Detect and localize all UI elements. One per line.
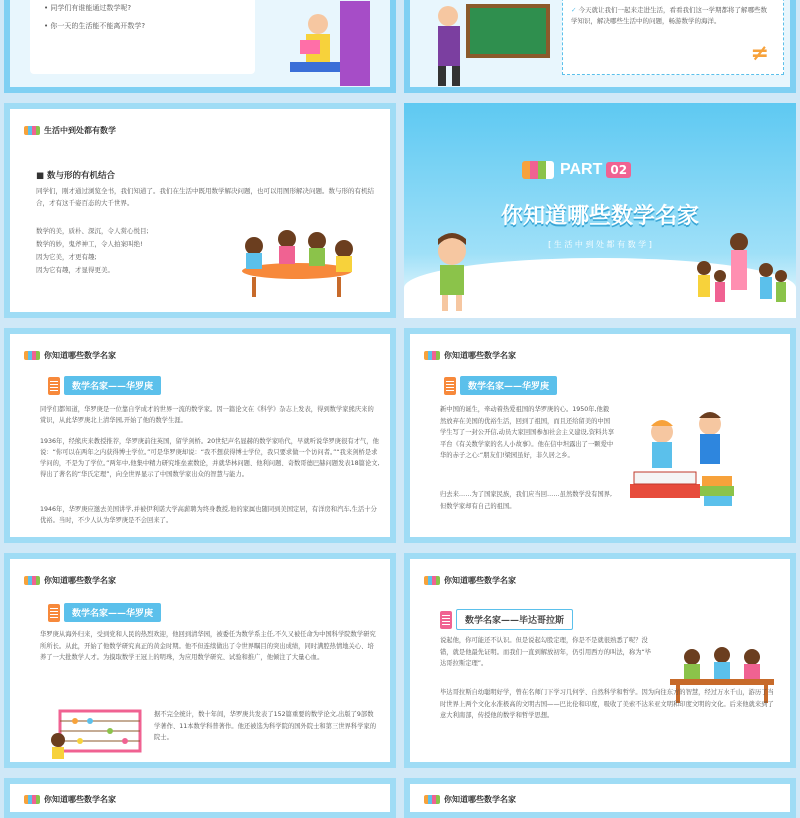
part-subtitle: [ 生 活 中 到 处 都 有 数 学 ] bbox=[548, 240, 652, 249]
slide-header: 生活中到处都有数学 bbox=[24, 125, 116, 136]
mathematician-title: 数学名家——华罗庚 bbox=[48, 603, 161, 622]
paragraph-2: 1936年，经熊庆来教授推荐，华罗庚前往英国，留学剑桥。20世纪声名显赫的数学家哈代，早就听说华罗庚很有才气，他说：“你可以在两年之内获得博士学位。”可是华罗庚却说：“我不想获得博士学位，我只要求做一个访问者。”“我来剑桥是求学问的，不是为了学位。”两年中,他集中精力研究堆垒素数论，并就华林问题、他利问题、奇数哥德巴赫问题发表18篇论文,得出了著名的“华氏定理”，向全世界显示了中国数学家出众的智慧与能力。 bbox=[40, 438, 380, 478]
paragraph-1: 华罗庚从海外归来，受到党和人民的热烈欢迎，他回到清华园，被委任为数学系主任,不久又被任命为中国科学院数学研究所所长。从此，开始了他数学研究真正的黄金时期。他不但连续做出了令世界瞩目的突出成绩，同时满腔热情地关心、培养了一大批数学人才。为摸取数学王冠上的明珠，为应用数学研究、试验和推广，他倾注了大量心血。 bbox=[40, 631, 376, 661]
slide-header: 你知道哪些数学名家 bbox=[424, 575, 516, 586]
mathematician-title: 数学名家——华罗庚 bbox=[444, 376, 557, 395]
slide-header: 你知道哪些数学名家 bbox=[424, 794, 516, 805]
abacus-icon bbox=[24, 576, 40, 585]
slide-intro-questions bbox=[4, 0, 396, 93]
intro-text: 今天就让我们一起来走进生活，看看我们这一学期都将了解哪些数学知识，解决哪些生活中的问题，畅游数学的海洋。 bbox=[571, 6, 768, 25]
slide-hua-luogeng-3 bbox=[4, 553, 396, 768]
abacus-icon bbox=[424, 576, 440, 585]
teacher-students-illustration bbox=[684, 228, 789, 318]
kids-books-illustration bbox=[622, 396, 737, 521]
slide-header: 你知道哪些数学名家 bbox=[24, 794, 116, 805]
slide-pythagoras bbox=[404, 553, 796, 768]
slide-header: 你知道哪些数学名家 bbox=[24, 575, 116, 586]
slide-header: 你知道哪些数学名家 bbox=[424, 350, 516, 361]
kids-at-table-illustration bbox=[232, 221, 362, 301]
slide-hua-luogeng-1 bbox=[4, 328, 396, 543]
question-card bbox=[30, 0, 255, 74]
section-heading: ■ 数与形的有机结合 bbox=[36, 171, 116, 181]
section-paragraph: 同学们，刚才通过浏览全书，我们知道了。我们在生活中既用数学解决问题，也可以用图形解决问题。数与形的有机结合，才有这千姿百态的大千世界。 bbox=[36, 187, 374, 207]
slide-bottom-left bbox=[4, 778, 396, 818]
poem-lines: 数学的美，质朴、深沉，令人赏心悦目; 数学的妙，鬼斧神工，令人拍案叫绝! 因为它美，才更有趣; 因为它有趣，才显得更美。 bbox=[36, 227, 149, 274]
paragraph-2: 毕达哥拉斯自幼聪明好学，曾在名师门下学习几何学、自然科学和哲学。因为向往东方的智慧，经过万水千山，游历了当时世界上两个文化水准极高的文明古国——巴比伦和印度，吸收了美索不达米亚文明和印度文明的文化。后来他就来到了意大利南部，传授他的数学和哲学思想。 bbox=[440, 689, 774, 719]
book-icon bbox=[440, 611, 452, 629]
mathematician-title: 数学名家——毕达哥拉斯 bbox=[440, 609, 573, 630]
paragraph-1: 新中国的诞生，牵动着热爱祖国的华罗庚的心。1950年,他毅然放弃在美国的优裕生活，回到了祖国，而且还给留美的中国学生写了一封公开信,动员大家回国参加社会主义建设,资料共享平台《有关数学家的名人小故事》。他在信中坦露出了一颗爱中华的赤子之心:“朋友们!梁园虽好，非久居之乡。 bbox=[440, 406, 615, 459]
paragraph-2: 归去来……为了国家民族，我们应当回……虽然数学没有国界,但数学家却有自己的祖国。 bbox=[440, 491, 613, 510]
abacus-icon bbox=[24, 351, 40, 360]
abacus-kid-illustration bbox=[50, 705, 145, 760]
question-2: • 你一天的生活能不能离开数学? bbox=[44, 22, 146, 30]
part-title: 你知道哪些数学名家 bbox=[500, 204, 699, 229]
girl-illustration bbox=[424, 231, 484, 316]
part-badge: PART 02 bbox=[522, 161, 631, 179]
slide-intro-text bbox=[404, 0, 796, 93]
book-icon bbox=[444, 377, 456, 395]
check-icon: ✓ bbox=[571, 6, 577, 14]
slide-hua-luogeng-2 bbox=[404, 328, 796, 543]
paragraph-3: 1946年，华罗庚应邀去美国讲学,并被伊利诺大学高薪聘为终身教授,他的家属也随同到美国定居，有洋房和汽车,生活十分优裕。当时，不少人认为华罗庚是不会回来了。 bbox=[40, 506, 377, 524]
paragraph-2: 据不完全统计，数十年间，华罗庚共发表了152篇重要的数学论文,出版了9部数学著作、11本数学科普著作。他还被选为科学院的国外院士和第三世界科学家的院士。 bbox=[154, 711, 377, 741]
slide-number-shape bbox=[4, 103, 396, 318]
slide-part-02 bbox=[404, 103, 796, 318]
abacus-icon bbox=[24, 126, 40, 135]
book-icon bbox=[48, 377, 60, 395]
abacus-icon bbox=[424, 351, 440, 360]
abacus-icon bbox=[522, 161, 554, 179]
book-icon bbox=[48, 604, 60, 622]
question-1: • 同学们有谁能通过数学呢? bbox=[44, 4, 132, 12]
slide-header: 你知道哪些数学名家 bbox=[24, 350, 116, 361]
intro-text-box bbox=[562, 0, 784, 75]
not-equal-icon: ≠ bbox=[750, 41, 769, 66]
teacher-blackboard-illustration bbox=[418, 0, 558, 91]
paragraph-1: 说起他，你可能还不认识。但是说起勾股定理，你是不是就很熟悉了呢？没错，就是他最先证明。而我们一直到解放初年，仍引用西方的叫法，称为“毕达哥拉斯定理”。 bbox=[440, 637, 652, 667]
paragraph-1: 同学们都知道，华罗庚是一位靠自学成才的世界一流的数学家。因一篇论文在《科学》杂志上发表，得到数学家熊庆来的赏识，从此华罗庚北上清华园,开始了他的数学生涯。 bbox=[40, 406, 374, 424]
mathematician-title: 数学名家——华罗庚 bbox=[48, 376, 161, 395]
slide-bottom-right bbox=[404, 778, 796, 818]
reading-kid-illustration bbox=[280, 0, 380, 91]
